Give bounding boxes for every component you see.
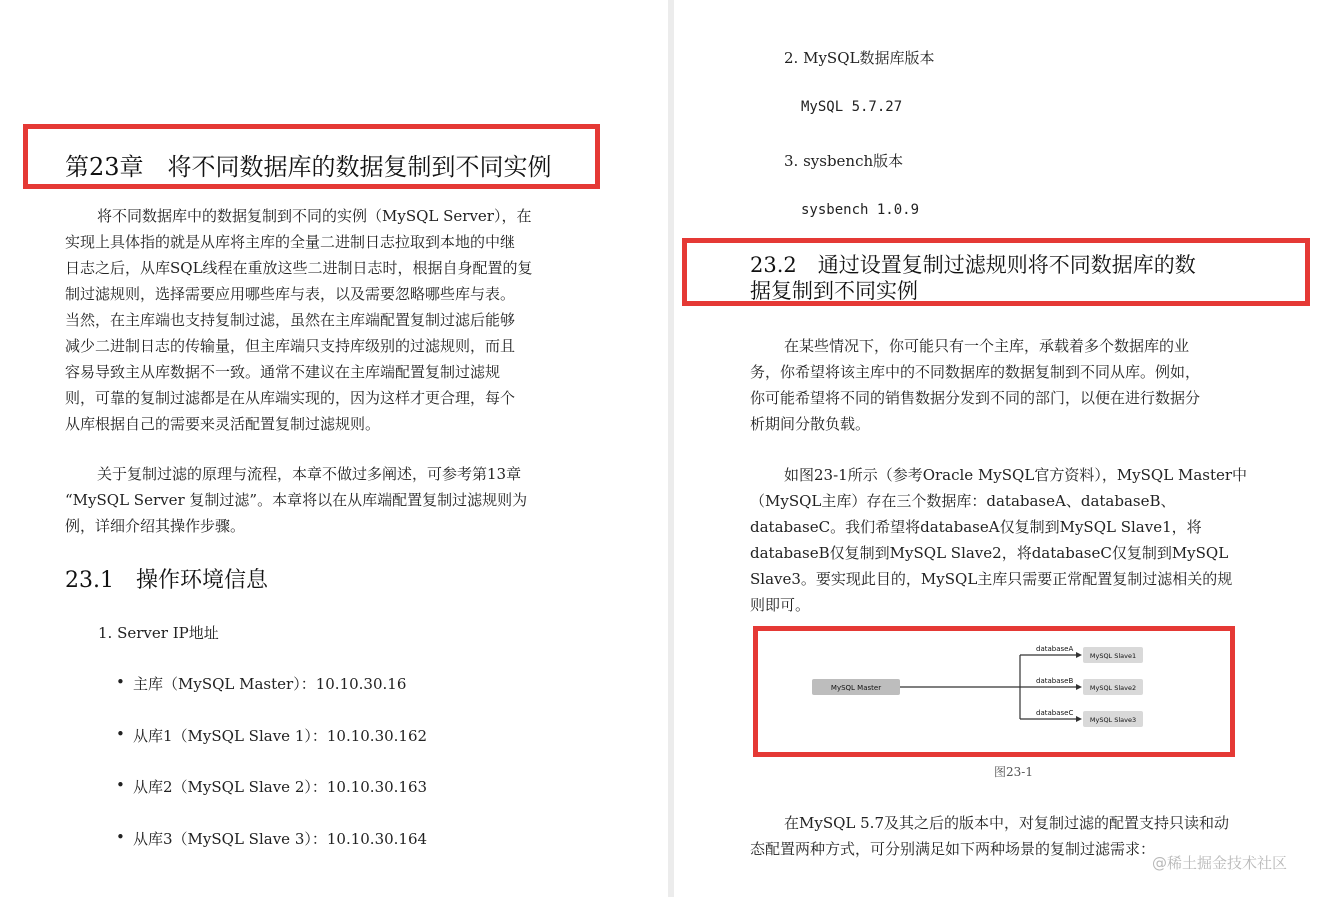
text-line: 态配置两种方式，可分别满足如下两种场景的复制过滤需求：: [750, 840, 1156, 858]
slave1-node-label: MySQL Slave1: [1089, 652, 1137, 660]
text-line: 制过滤规则，选择需要应用哪些库与表，以及需要忽略哪些库与表。: [65, 285, 516, 303]
bullet-master-ip: 主库（MySQL Master）：10.10.30.16: [133, 675, 407, 693]
bullet-slave3-ip: 从库3（MySQL Slave 3）：10.10.30.164: [133, 830, 428, 848]
text-line: 析期间分散负载。: [750, 415, 871, 433]
text-line: （MySQL主库）存在三个数据库：databaseA、databaseB、: [750, 492, 1176, 510]
section-title-23-2: [750, 252, 1196, 304]
text-line: 如图23-1所示（参考Oracle MySQL官方资料），MySQL Master中: [784, 466, 1248, 484]
section-title-line: 据复制到不同实例: [750, 279, 918, 303]
left-page: [0, 0, 668, 897]
text-line: 实现上具体指的就是从库将主库的全量二进制日志拉取到本地的中继: [65, 233, 516, 251]
text-line: 将不同数据库中的数据复制到不同的实例（MySQL Server），在: [97, 207, 532, 225]
database-a-label: databaseA: [1036, 645, 1074, 653]
slave2-node-label: MySQL Slave2: [1089, 684, 1137, 692]
chapter-title: 第23章 将不同数据库的数据复制到不同实例: [65, 153, 552, 181]
text-line: 在某些情况下，你可能只有一个主库，承载着多个数据库的业: [784, 337, 1190, 355]
text-line: databaseB仅复制到MySQL Slave2，将databaseC仅复制到MySQL: [750, 544, 1229, 562]
master-node-label: MySQL Master: [830, 684, 882, 692]
intro-paragraph: [65, 203, 590, 437]
text-line: 你可能希望将不同的销售数据分发到不同的部门，以便在进行数据分: [750, 389, 1201, 407]
list-item-sysbench-version: 3. sysbench版本: [784, 152, 904, 170]
paragraph-use-case: [750, 333, 1278, 437]
text-line: 则，可靠的复制过滤都是在从库端实现的，因为这样才更合理，每个: [65, 389, 516, 407]
text-line: 则即可。: [750, 596, 811, 614]
watermark: @稀土掘金技术社区: [1152, 854, 1288, 872]
bullet-icon: •: [116, 776, 125, 794]
section-title-line: 23.2 通过设置复制过滤规则将不同数据库的数: [750, 253, 1196, 277]
text-line: 容易导致主从库数据不一致。通常不建议在主库端配置复制过滤规: [65, 363, 501, 381]
bullet-icon: •: [116, 828, 125, 846]
sysbench-version-value: sysbench 1.0.9: [801, 202, 920, 218]
reference-paragraph: [65, 461, 590, 539]
mysql-version-value: MySQL 5.7.27: [801, 99, 903, 115]
bullet-icon: •: [116, 725, 125, 743]
text-line: 日志之后，从库SQL线程在重放这些二进制日志时，根据自身配置的复: [65, 259, 533, 277]
text-line: databaseC。我们希望将databaseA仅复制到MySQL Slave1，将: [750, 518, 1202, 536]
right-page: [674, 0, 1338, 897]
bullet-slave2-ip: 从库2（MySQL Slave 2）：10.10.30.163: [133, 778, 428, 796]
text-line: “MySQL Server 复制过滤”。本章将以在从库端配置复制过滤规则为: [65, 491, 528, 509]
text-line: 关于复制过滤的原理与流程，本章不做过多阐述，可参考第13章: [97, 465, 522, 483]
database-c-label: databaseC: [1036, 709, 1074, 717]
database-b-label: databaseB: [1036, 677, 1074, 685]
diagram-arrowheads: [1076, 652, 1082, 722]
text-line: 从库根据自己的需要来灵活配置复制过滤规则。: [65, 415, 381, 433]
bullet-icon: •: [116, 673, 125, 691]
text-line: 例，详细介绍其操作步骤。: [65, 517, 246, 535]
bullet-slave1-ip: 从库1（MySQL Slave 1）：10.10.30.162: [133, 727, 428, 745]
slave3-node-label: MySQL Slave3: [1089, 716, 1137, 724]
text-line: 务，你希望将该主库中的不同数据库的数据复制到不同从库。例如，: [750, 363, 1201, 381]
paragraph-figure-intro: [750, 462, 1278, 618]
section-title-23-1: 23.1 操作环境信息: [65, 568, 268, 593]
text-line: Slave3。要实现此目的，MySQL主库只需要正常配置复制过滤相关的规: [750, 570, 1233, 588]
replication-diagram: [760, 633, 1228, 750]
figure-caption: 图23-1: [994, 765, 1033, 779]
text-line: 减少二进制日志的传输量，但主库端只支持库级别的过滤规则，而且: [65, 337, 516, 355]
list-item-server-ip: 1. Server IP地址: [98, 624, 219, 642]
text-line: 当然，在主库端也支持复制过滤，虽然在主库端配置复制过滤后能够: [65, 311, 516, 329]
list-item-mysql-version: 2. MySQL数据库版本: [784, 49, 935, 67]
text-line: 在MySQL 5.7及其之后的版本中，对复制过滤的配置支持只读和动: [784, 814, 1229, 832]
